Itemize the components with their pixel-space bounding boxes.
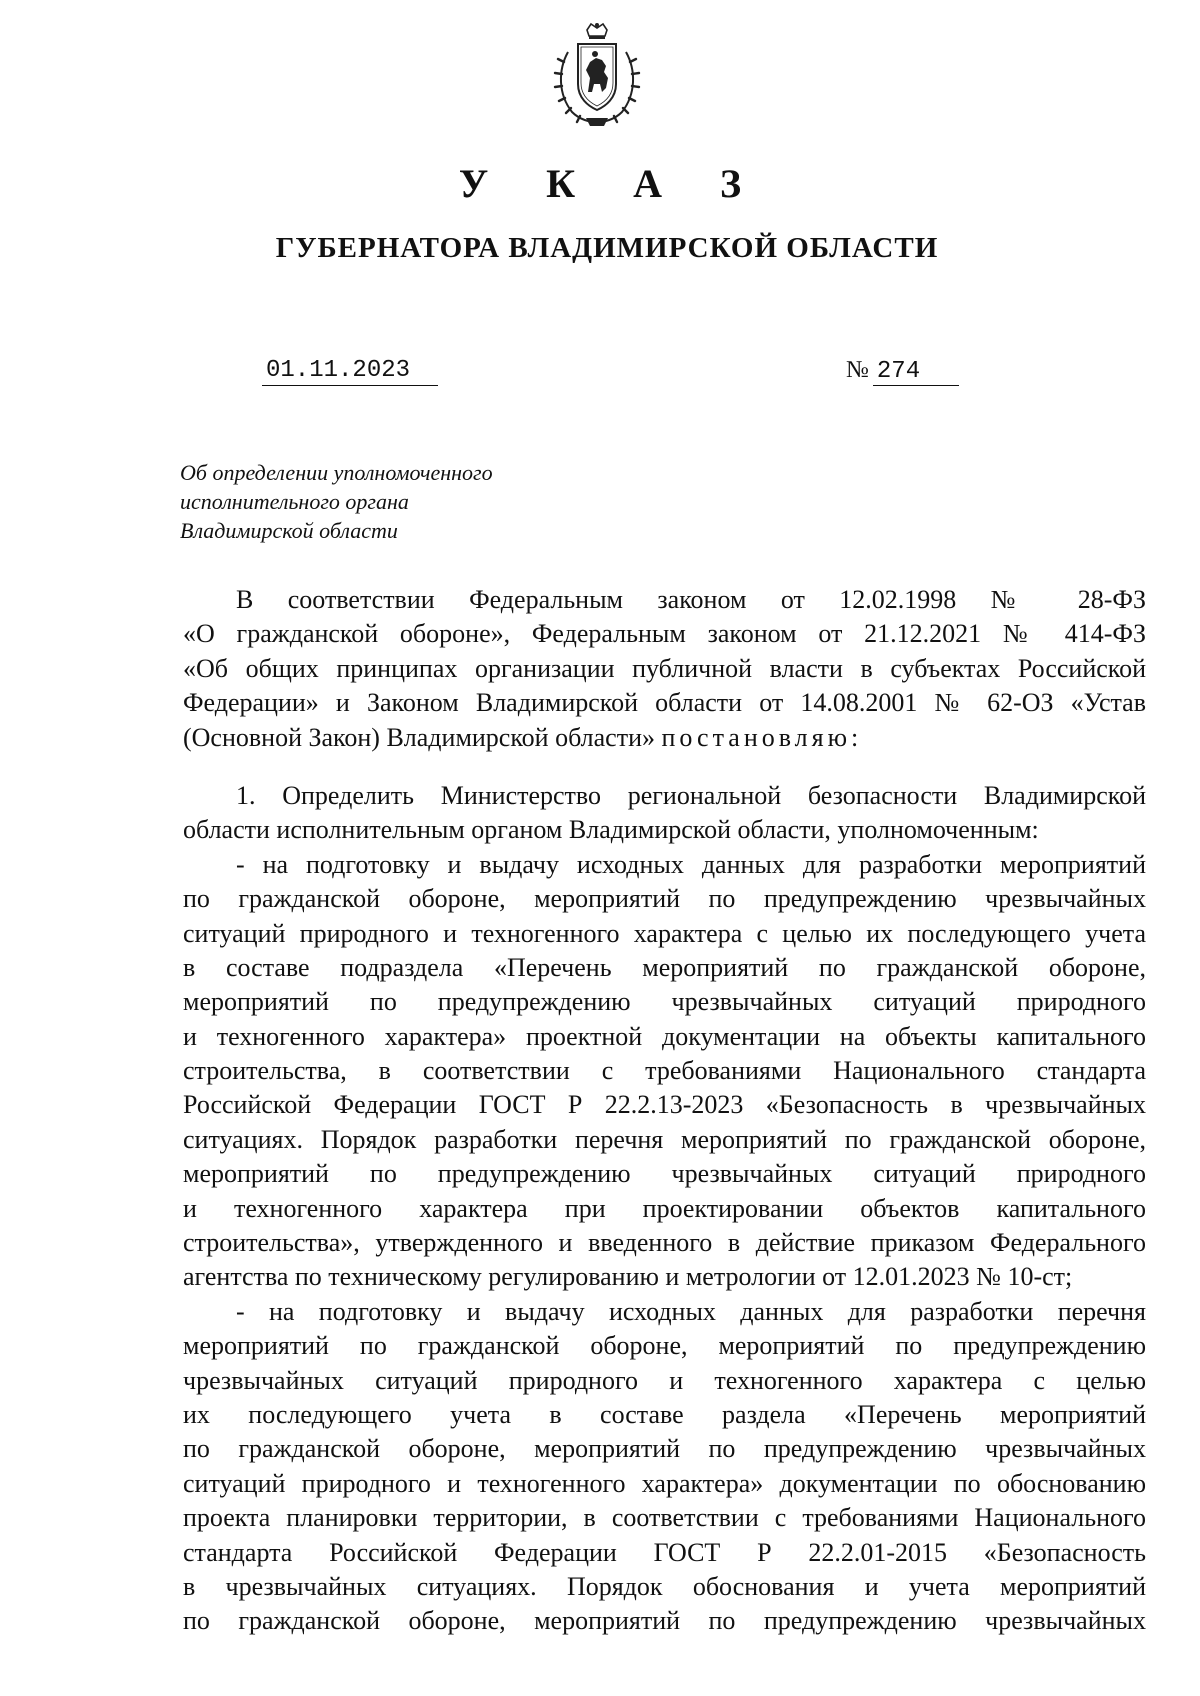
text-line: стандарта Российской Федерации ГОСТ Р 22.2.01-2015 «Безопасность bbox=[183, 1537, 1146, 1567]
text-line: по гражданской обороне, мероприятий по предупреждению чрезвычайных bbox=[183, 1434, 1146, 1464]
heading-line: исполнительного органа bbox=[180, 489, 409, 514]
text-line: 1. Определить Министерство региональной безопасности Владимирской bbox=[236, 780, 1146, 810]
text-line: Российской Федерации ГОСТ Р 22.2.13-2023 «Безопасность в чрезвычайных bbox=[183, 1090, 1146, 1120]
preamble-last-text: (Основной Закон) Владимирской области» bbox=[183, 722, 655, 752]
text-line: и техногенного характера» проектной документации на объекты капитального bbox=[183, 1021, 1146, 1051]
number-sign: № bbox=[846, 357, 869, 383]
keyword-postanovlyayu: постановляю: bbox=[661, 722, 863, 752]
document-number bbox=[846, 357, 959, 386]
document-heading bbox=[180, 458, 493, 545]
text-line: мероприятий по предупреждению чрезвычайных ситуаций природного bbox=[183, 1159, 1146, 1189]
text-line: - на подготовку и выдачу исходных данных для разработки мероприятий bbox=[236, 849, 1146, 879]
bullet-1-paragraph bbox=[183, 848, 1146, 1295]
text-line: Федерации» и Законом Владимирской области от 14.08.2001 № 62-ОЗ «Устав bbox=[183, 688, 1146, 718]
text-line: и техногенного характера при проектировании объектов капитального bbox=[183, 1193, 1146, 1223]
text-line: «Об общих принципах организации публичной власти в субъектах Российской bbox=[183, 653, 1146, 683]
text-line: агентства по техническому регулированию и метрологии от 12.01.2023 № 10-ст; bbox=[183, 1262, 1073, 1292]
text-line: - на подготовку и выдачу исходных данных для разработки перечня bbox=[236, 1296, 1146, 1326]
coat-of-arms-emblem bbox=[550, 22, 644, 128]
text-line: «О гражданской обороне», Федеральным законом от 21.12.2021 № 414-ФЗ bbox=[183, 619, 1146, 649]
text-line: по гражданской обороне, мероприятий по предупреждению чрезвычайных bbox=[183, 1606, 1146, 1636]
text-line: ситуаций природного и техногенного характера» документации по обоснованию bbox=[183, 1468, 1146, 1498]
text-line: ситуациях. Порядок разработки перечня мероприятий по гражданской обороне, bbox=[183, 1124, 1146, 1154]
text-line: по гражданской обороне, мероприятий по предупреждению чрезвычайных bbox=[183, 884, 1146, 914]
text-line: их последующего учета в составе раздела «Перечень мероприятий bbox=[183, 1399, 1146, 1429]
document-date: 01.11.2023 bbox=[262, 357, 438, 386]
text-line bbox=[183, 721, 1146, 755]
text-line: мероприятий по предупреждению чрезвычайных ситуаций природного bbox=[183, 987, 1146, 1017]
text-line: области исполнительным органом Владимирской области, уполномоченным: bbox=[183, 815, 1039, 845]
document-body bbox=[183, 583, 1146, 1639]
bullet-2-paragraph bbox=[183, 1295, 1146, 1639]
text-line: чрезвычайных ситуаций природного и техногенного характера с целью bbox=[183, 1365, 1146, 1395]
heading-line: Об определении уполномоченного bbox=[180, 460, 493, 485]
text-line: в чрезвычайных ситуациях. Порядок обоснования и учета мероприятий bbox=[183, 1571, 1146, 1601]
text-line: в составе подраздела «Перечень мероприятий по гражданской обороне, bbox=[183, 952, 1146, 982]
text-line: В соответствии Федеральным законом от 12.02.1998 № 28-ФЗ bbox=[236, 585, 1146, 614]
text-line: мероприятий по гражданской обороне, мероприятий по предупреждению bbox=[183, 1331, 1146, 1361]
document-title: У К А З bbox=[458, 161, 766, 206]
number-value: 274 bbox=[873, 358, 959, 386]
item-1-paragraph bbox=[183, 779, 1146, 848]
heading-line: Владимирской области bbox=[180, 518, 398, 543]
text-line: ситуаций природного и техногенного характера с целью их последующего учета bbox=[183, 918, 1146, 948]
text-line: строительства, в соответствии с требованиями Национального стандарта bbox=[183, 1056, 1146, 1086]
document-subtitle: ГУБЕРНАТОРА ВЛАДИМИРСКОЙ ОБЛАСТИ bbox=[275, 232, 939, 264]
text-line: строительства», утвержденного и введенного в действие приказом Федерального bbox=[183, 1228, 1146, 1258]
preamble-paragraph bbox=[183, 583, 1146, 755]
text-line: проекта планировки территории, в соответствии с требованиями Национального bbox=[183, 1503, 1146, 1533]
paragraph-gap bbox=[183, 755, 1146, 779]
